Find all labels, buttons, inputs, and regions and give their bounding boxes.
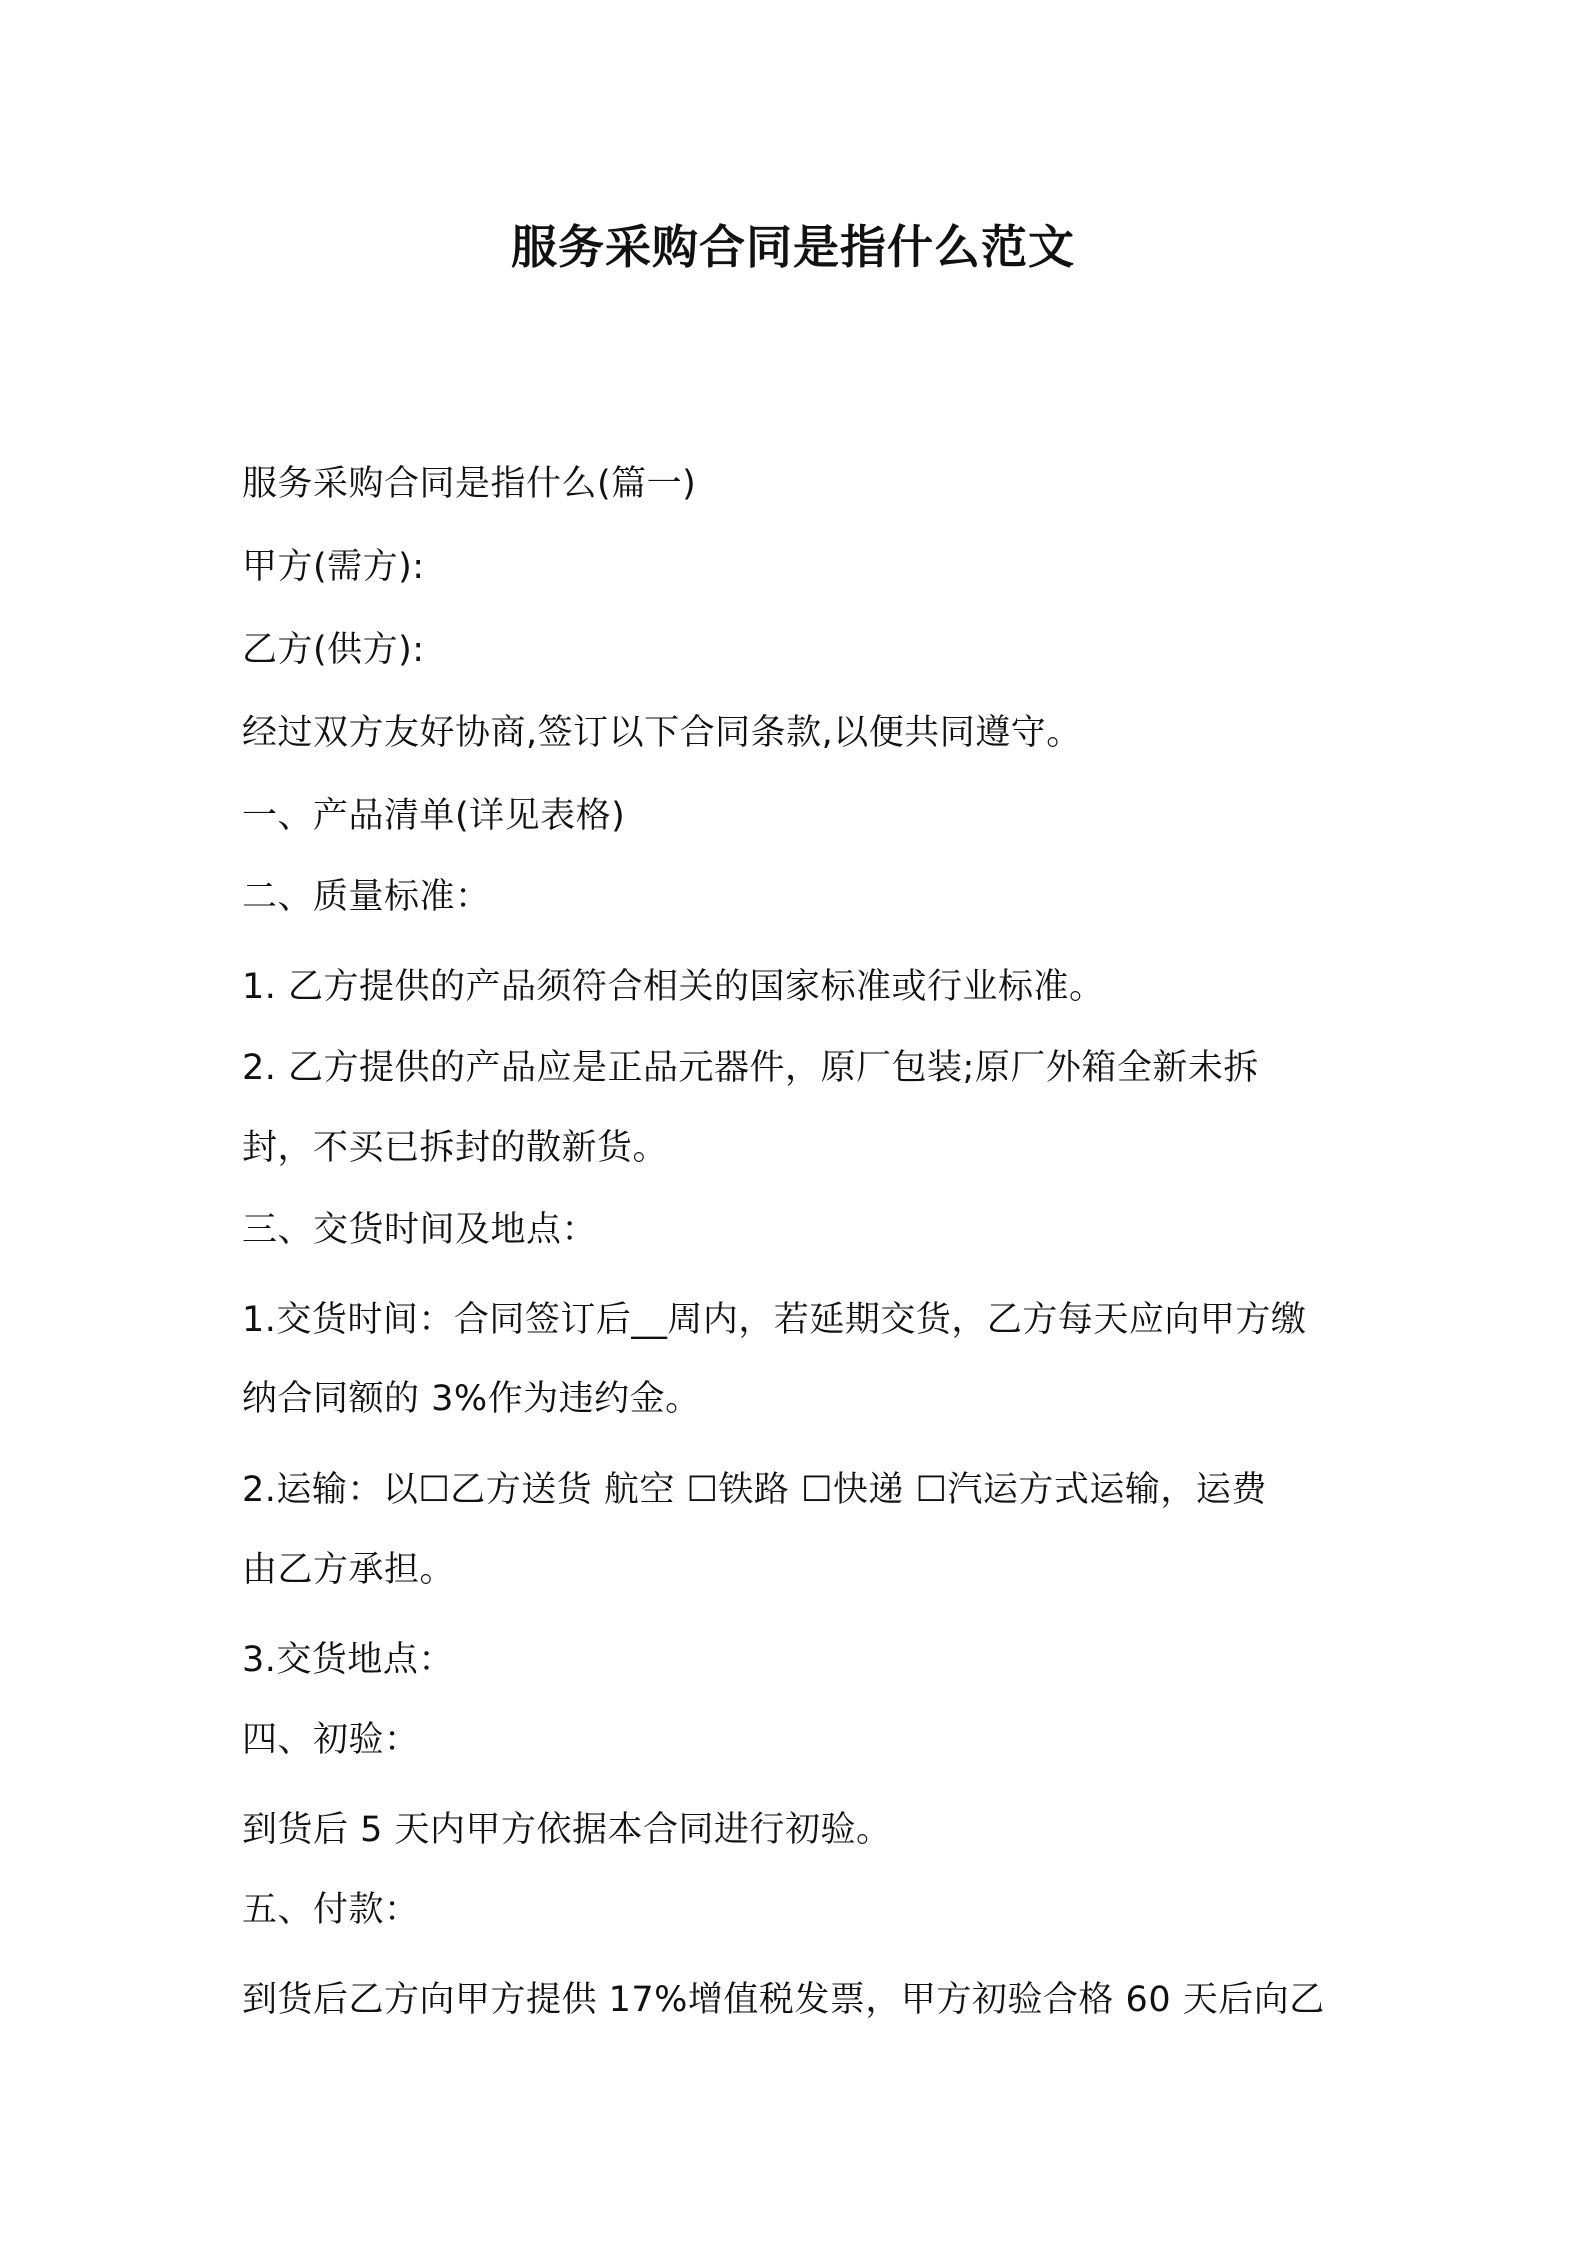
clause-paragraph: 到货后 5 天内甲方依据本合同进行初验。 bbox=[242, 1810, 892, 1850]
clause-heading-5: 五、付款： bbox=[242, 1890, 420, 1930]
intro-paragraph: 经过双方友好协商,签订以下合同条款,以便共同遵守。 bbox=[242, 713, 1082, 753]
party-a-line: 甲方(需方): bbox=[242, 547, 425, 587]
clause-item: 2. 乙方提供的产品应是正品元器件，原厂包装;原厂外箱全新未拆 bbox=[242, 1048, 1259, 1088]
clause-heading-1: 一、产品清单(详见表格) bbox=[242, 796, 626, 836]
clause-item: 1. 乙方提供的产品须符合相关的国家标准或行业标准。 bbox=[242, 967, 1105, 1007]
clause-item-continued: 由乙方承担。 bbox=[242, 1550, 456, 1590]
clause-item-continued: 封，不买已拆封的散新货。 bbox=[242, 1128, 669, 1168]
section-heading-part-one: 服务采购合同是指什么(篇一) bbox=[242, 464, 697, 504]
clause-paragraph: 到货后乙方向甲方提供 17%增值税发票，甲方初验合格 60 天后向乙 bbox=[242, 1980, 1325, 2020]
clause-item: 1.交货时间：合同签订后__周内，若延期交货，乙方每天应向甲方缴 bbox=[242, 1300, 1307, 1340]
party-b-line: 乙方(供方): bbox=[242, 630, 425, 670]
clause-item: 3.交货地点： bbox=[242, 1640, 454, 1680]
clause-item-continued: 纳合同额的 3%作为违约金。 bbox=[242, 1379, 701, 1419]
clause-heading-2: 二、质量标准： bbox=[242, 877, 491, 917]
clause-heading-3: 三、交货时间及地点： bbox=[242, 1210, 598, 1250]
clause-heading-4: 四、初验： bbox=[242, 1720, 420, 1760]
document-title: 服务采购合同是指什么范文 bbox=[511, 220, 1075, 274]
clause-item: 2.运输：以☐乙方送货 航空 ☐铁路 ☐快递 ☐汽运方式运输，运费 bbox=[242, 1470, 1267, 1510]
